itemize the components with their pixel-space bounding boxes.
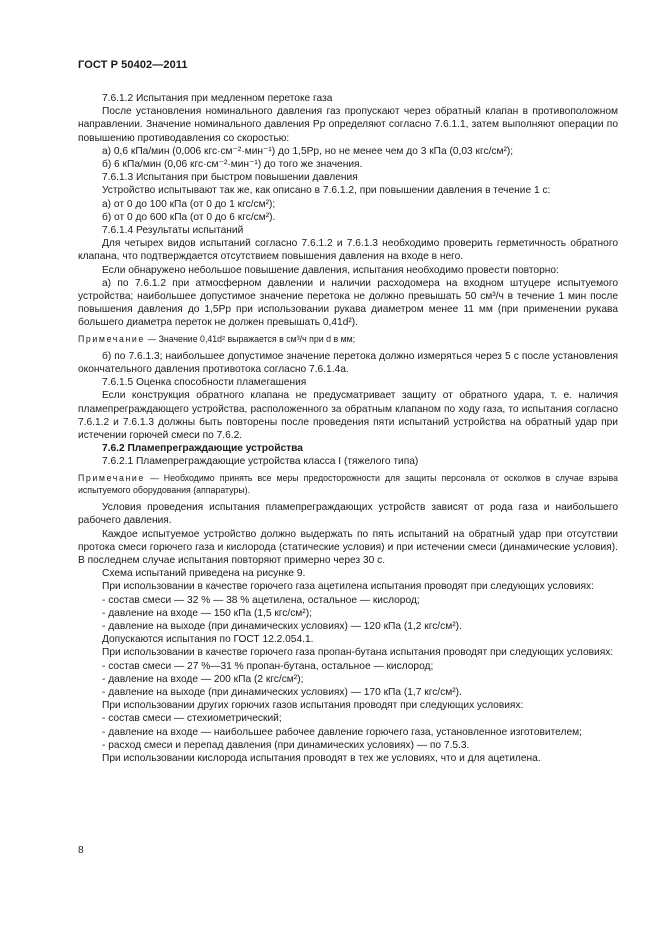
body-paragraph: б) от 0 до 600 кПа (от 0 до 6 кгс/см²). [102,211,276,223]
body-paragraph: а) по 7.6.1.2 при атмосферном давлении и наличии расходомера на входном штуцере испытуемого устройства; наибольшее допустимое значение перетока не должно превышать 50 см³/ч в течение 1 мин после повышения давления до 1,5Pp при использовании рукава диаметром менее 11 мм (при применении рукава большего диаметра переток не должен превышать 0,41d²). [78,277,618,329]
body-paragraph: После установления номинального давления газ пропускают через обратный клапан в противоположном направлении. Значение номинального давления Pp определяют согласно 7.6.1.1, затем выполняют операции по повышению противодавления со скоростью: [78,106,618,144]
body-paragraph: 7.6.2.1 Пламепреграждающие устройства класса I (тяжелого типа) [102,456,419,468]
note-label: Примечание [78,333,145,344]
body-paragraph: 7.6.1.3 Испытания при быстром повышении давления [102,172,358,184]
body-paragraph: Для четырех видов испытаний согласно 7.6.1.2 и 7.6.1.3 необходимо проверить герметичность обратного клапана, что подтверждается отсутствием повышения давления на входе в него. [78,238,618,263]
body-paragraph: При использовании в качестве горючего газа пропан-бутана испытания проводят при следующих условиях: [102,647,614,659]
list-item: - состав смеси — 32 % — 38 % ацетилена, остальное — кислород; [102,594,420,606]
note-label: Примечание [78,472,145,483]
note-paragraph [78,472,618,496]
document-header: ГОСТ Р 50402—2011 [78,59,188,71]
body-paragraph: Устройство испытывают так же, как описано в 7.6.1.2, при повышении давления в течение 1 с: [102,185,551,197]
body-paragraph: 7.6.1.5 Оценка способности пламегашения [102,377,307,389]
body-paragraph: б) 6 кПа/мин (0,06 кгс·см⁻²·мин⁻¹) до того же значения. [102,159,363,171]
body-paragraph: Если конструкция обратного клапана не предусматривает защиту от обратного удара, т. е. наличия пламепреграждающего устройства, расположенного за обратным клапаном по ходу газа, то испытания согласно 7.6.1.2 и 7.6.1.3 должны быть повторены после проведения пяти испытаний устройства на обратный удар при истечении горючей смеси по 7.6.2. [78,390,618,442]
body-paragraph: б) по 7.6.1.3; наибольшее допустимое значение перетока должно измеряться через 5 с после установления окончательного давления противотока согласно 7.6.1.4а. [78,350,618,376]
body-paragraph: а) от 0 до 100 кПа (от 0 до 1 кгс/см²); [102,198,276,210]
body-paragraph: а) 0,6 кПа/мин (0,006 кгс·см⁻²·мин⁻¹) до 1,5Pp, но не менее чем до 3 кПа (0,03 кгс/см²); [102,145,514,157]
body-paragraph: При использовании кислорода испытания проводят в тех же условиях, что и для ацетилена. [102,752,541,764]
note-text: — Значение 0,41d² выражается в см³/ч при d в мм; [144,333,356,344]
body-paragraph: При использовании других горючих газов испытания проводят при следующих условиях: [102,700,524,712]
list-item: - состав смеси — 27 %—31 % пропан-бутана, остальное — кислород; [102,660,434,672]
body-paragraph: 7.6.1.4 Результаты испытаний [102,225,244,237]
body-paragraph: При использовании в качестве горючего газа ацетилена испытания проводят при следующих условиях: [102,581,594,593]
body-paragraph: Допускаются испытания по ГОСТ 12.2.054.1. [102,634,314,646]
body-paragraph: Каждое испытуемое устройство должно выдержать по пять испытаний на обратный удар при отсутствии протока смеси горючего газа и кислорода (статические условия) и при истечении смеси (динамические условия). В последнем случае испытания повторяют примерно через 30 с. [78,528,618,566]
body-paragraph: 7.6.1.2 Испытания при медленном перетоке газа [102,93,333,104]
list-item: - давление на выходе (при динамических условиях) — 120 кПа (1,2 кгс/см²). [102,620,462,632]
body-paragraph: Условия проведения испытания пламепреграждающих устройств зависят от рода газа и наибольшего рабочего давления. [78,502,618,527]
page-number: 8 [78,845,84,856]
note-text: — Необходимо принять все меры предосторожности для защиты персонала от осколков в случае взрыва испытуемого оборудования (аппаратуры). [78,472,618,495]
list-item: - расход смеси и перепад давления (при динамических условиях) — по 7.5.3. [102,739,470,751]
list-item: - давление на выходе (при динамических условиях) — 170 кПа (1,7 кгс/см²). [102,686,462,698]
section-heading: 7.6.2 Пламепреграждающие устройства [102,443,303,455]
list-item: - давление на входе — наибольшее рабочее давление горючего газа, установленное изготовителем; [102,726,582,738]
document-body [78,92,618,765]
list-item: - состав смеси — стехиометрический; [102,713,282,725]
note-paragraph [78,333,618,345]
list-item: - давление на входе — 150 кПа (1,5 кгс/см²); [102,607,312,619]
body-paragraph: Если обнаружено небольшое повышение давления, испытания необходимо провести повторно: [102,264,559,276]
body-paragraph: Схема испытаний приведена на рисунке 9. [102,568,306,580]
list-item: - давление на входе — 200 кПа (2 кгс/см²); [102,673,304,685]
